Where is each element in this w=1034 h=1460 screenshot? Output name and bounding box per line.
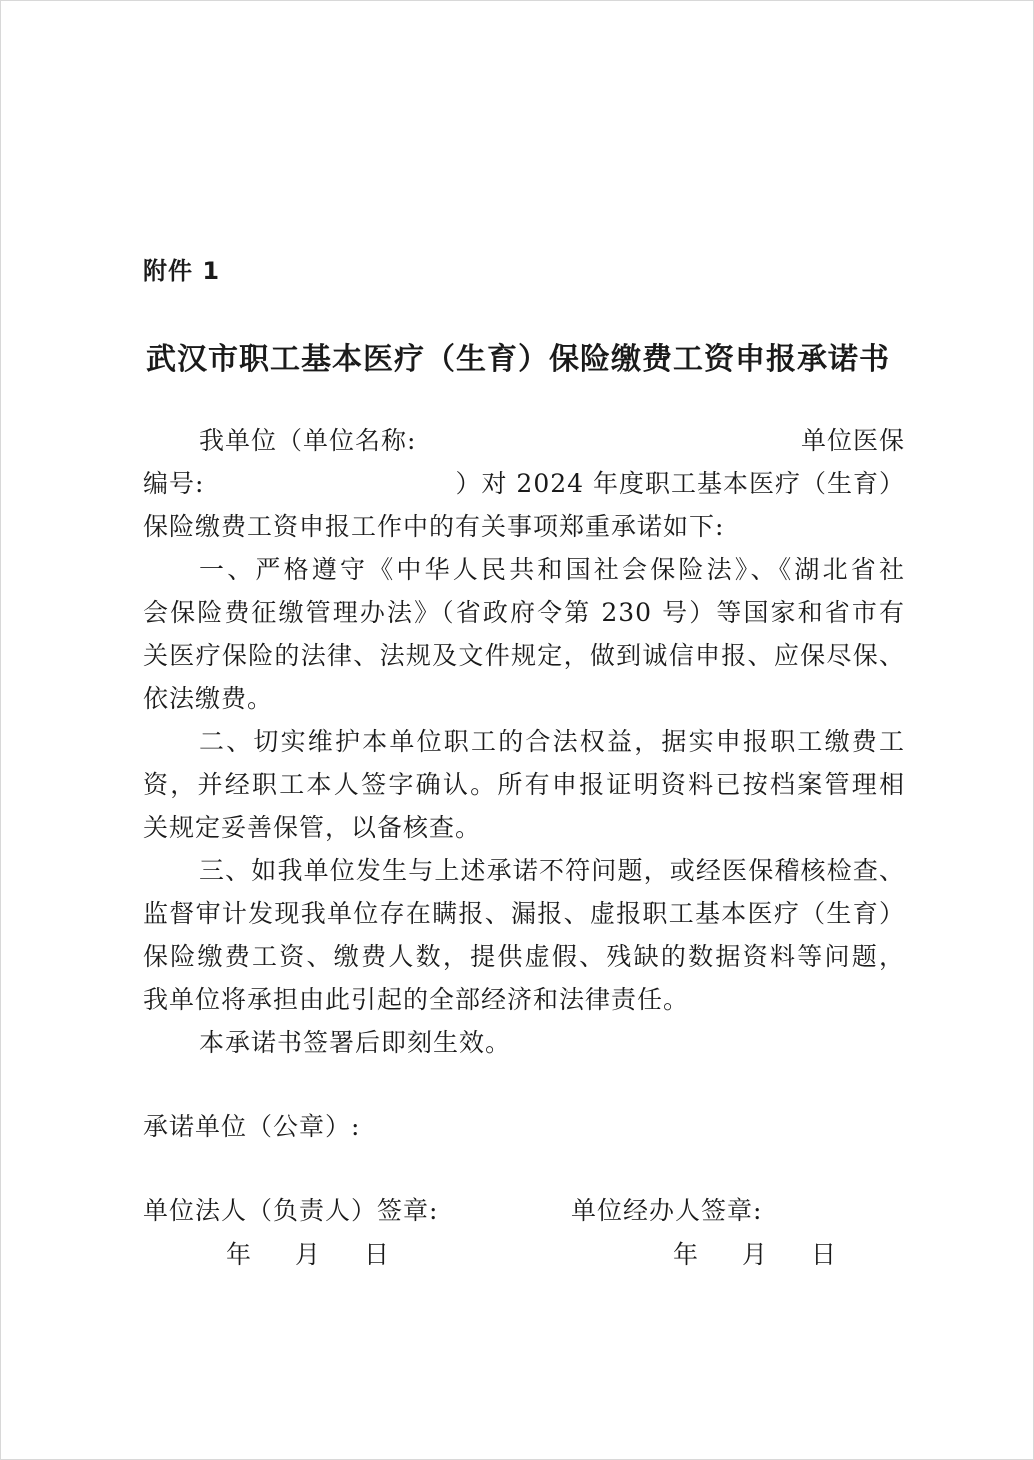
clause-3-line: 我单位将承担由此引起的全部经济和法律责任。 — [143, 985, 690, 1014]
date-day: 日 — [811, 1240, 837, 1269]
clause-1-line: 会保险费征缴管理办法》（省政府令第 230 号）等国家和省市有 — [143, 598, 905, 627]
clause-3-line: 监督审计发现我单位存在瞒报、漏报、虚报职工基本医疗（生育） — [143, 899, 905, 928]
date-year: 年 — [673, 1240, 699, 1269]
attachment-label: 附件 1 — [143, 257, 221, 285]
clause-1-line: 一、严格遵守《中华人民共和国社会保险法》、《湖北省社 — [199, 555, 905, 584]
date-year: 年 — [226, 1240, 252, 1269]
intro-line-1-left: 我单位（单位名称: — [199, 426, 417, 455]
clause-1 — [143, 548, 905, 720]
intro-paragraph — [143, 419, 905, 549]
unit-seal-label: 承诺单位（公章）: — [143, 1112, 361, 1141]
intro-line-2-right: ）对 2024 年度职工基本医疗（生育） — [455, 469, 905, 498]
legal-rep-signature-label: 单位法人（负责人）签章: — [143, 1196, 439, 1225]
document-title: 武汉市职工基本医疗（生育）保险缴费工资申报承诺书 — [146, 342, 890, 377]
clause-3 — [143, 849, 905, 1021]
clause-2-line: 关规定妥善保管，以备核查。 — [143, 813, 482, 842]
intro-line-1-right: 单位医保 — [800, 426, 905, 455]
intro-line-2-left: 编号: — [143, 469, 205, 498]
date-month: 月 — [295, 1240, 321, 1269]
clause-1-line: 依法缴费。 — [143, 684, 274, 713]
effective-statement — [143, 1021, 905, 1064]
date-day: 日 — [364, 1240, 390, 1269]
clause-3-line: 三、如我单位发生与上述承诺不符问题，或经医保稽核检查、 — [199, 856, 905, 885]
clause-2-line: 资，并经职工本人签字确认。所有申报证明资料已按档案管理相 — [143, 770, 905, 799]
effective-text: 本承诺书签署后即刻生效。 — [199, 1028, 512, 1057]
clause-3-line: 保险缴费工资、缴费人数，提供虚假、残缺的数据资料等问题， — [143, 942, 905, 971]
date-month: 月 — [742, 1240, 768, 1269]
clause-2-line: 二、切实维护本单位职工的合法权益，据实申报职工缴费工 — [199, 727, 905, 756]
clause-2 — [143, 720, 905, 849]
clause-1-line: 关医疗保险的法律、法规及文件规定，做到诚信申报、应保尽保、 — [143, 641, 905, 670]
handler-signature-label: 单位经办人签章: — [571, 1196, 763, 1225]
intro-line-3: 保险缴费工资申报工作中的有关事项郑重承诺如下: — [143, 512, 725, 541]
